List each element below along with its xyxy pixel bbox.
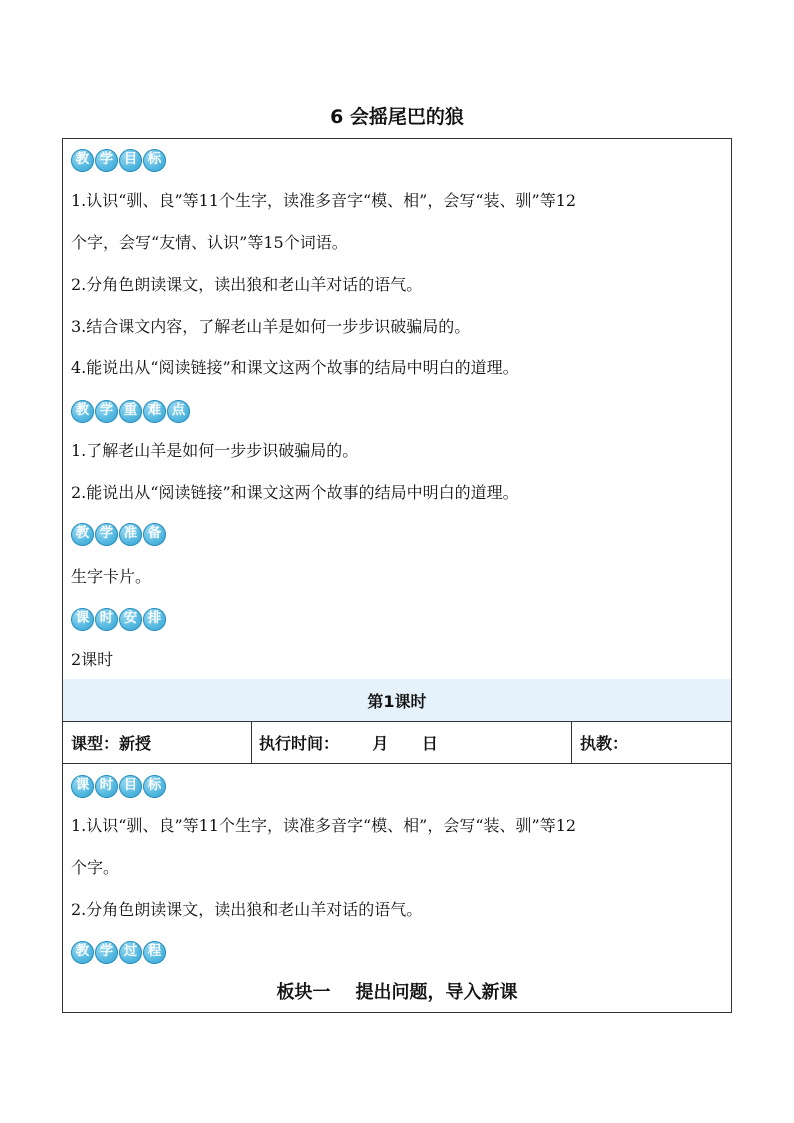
heading-badge: 课 (71, 775, 94, 798)
cell-divider (571, 721, 572, 763)
heading-badge: 重 (119, 400, 142, 423)
heading-schedule (71, 604, 166, 634)
heading-teaching-objectives (71, 145, 166, 175)
objective-line: 3.结合课文内容，了解老山羊是如何一步步识破骗局的。 (71, 317, 471, 336)
heading-badge: 教 (71, 941, 94, 964)
cell-divider (251, 721, 252, 763)
key-point-line: 2.能说出从“阅读链接”和课文这两个故事的结局中明白的道理。 (71, 483, 519, 502)
heading-preparation (71, 519, 166, 549)
lesson-objective-line: 个字。 (71, 858, 120, 877)
heading-teaching-process (71, 937, 166, 967)
heading-badge: 过 (119, 941, 142, 964)
objective-line: 4.能说出从“阅读链接”和课文这两个故事的结局中明白的道理。 (71, 358, 519, 377)
key-point-line: 1.了解老山羊是如何一步步识破骗局的。 (71, 441, 359, 460)
lesson-band: 第1课时 (63, 679, 731, 721)
heading-badge: 难 (143, 400, 166, 423)
teacher-cell: 执教： (580, 733, 629, 753)
objective-line: 个字，会写“友情、认识”等15个词语。 (71, 233, 348, 252)
heading-badge: 安 (119, 608, 142, 631)
heading-badge: 课 (71, 608, 94, 631)
heading-badge: 标 (143, 149, 166, 172)
heading-key-points (71, 396, 190, 426)
heading-badge: 目 (119, 149, 142, 172)
lesson-objective-line: 1.认识“驯、良”等11个生字，读准多音字“模、相”，会写“装、驯”等12 (71, 816, 577, 835)
lesson-type-cell: 课型：新授 (71, 733, 152, 753)
preparation-line: 生字卡片。 (71, 567, 152, 586)
page-title: 6 会摇尾巴的狼 (330, 106, 464, 128)
heading-badge: 教 (71, 400, 94, 423)
heading-badge: 教 (71, 149, 94, 172)
schedule-line: 2课时 (71, 650, 114, 669)
execution-time-cell: 执行时间： 月 日 (259, 733, 438, 753)
heading-badge: 标 (143, 775, 166, 798)
heading-badge: 排 (143, 608, 166, 631)
heading-badge: 准 (119, 523, 142, 546)
lesson-plan-table (62, 138, 732, 1013)
heading-badge: 教 (71, 523, 94, 546)
row-divider (63, 763, 731, 764)
heading-badge: 学 (95, 149, 118, 172)
heading-badge: 时 (95, 775, 118, 798)
heading-badge: 学 (95, 523, 118, 546)
objective-line: 1.认识“驯、良”等11个生字，读准多音字“模、相”，会写“装、驯”等12 (71, 191, 577, 210)
section-title: 板块一 提出问题，导入新课 (276, 982, 518, 1003)
objective-line: 2.分角色朗读课文，读出狼和老山羊对话的语气。 (71, 275, 423, 294)
heading-badge: 学 (95, 400, 118, 423)
heading-badge: 目 (119, 775, 142, 798)
heading-lesson-objectives (71, 771, 166, 801)
heading-badge: 备 (143, 523, 166, 546)
heading-badge: 点 (167, 400, 190, 423)
heading-badge: 学 (95, 941, 118, 964)
heading-badge: 时 (95, 608, 118, 631)
heading-badge: 程 (143, 941, 166, 964)
lesson-objective-line: 2.分角色朗读课文，读出狼和老山羊对话的语气。 (71, 900, 423, 919)
